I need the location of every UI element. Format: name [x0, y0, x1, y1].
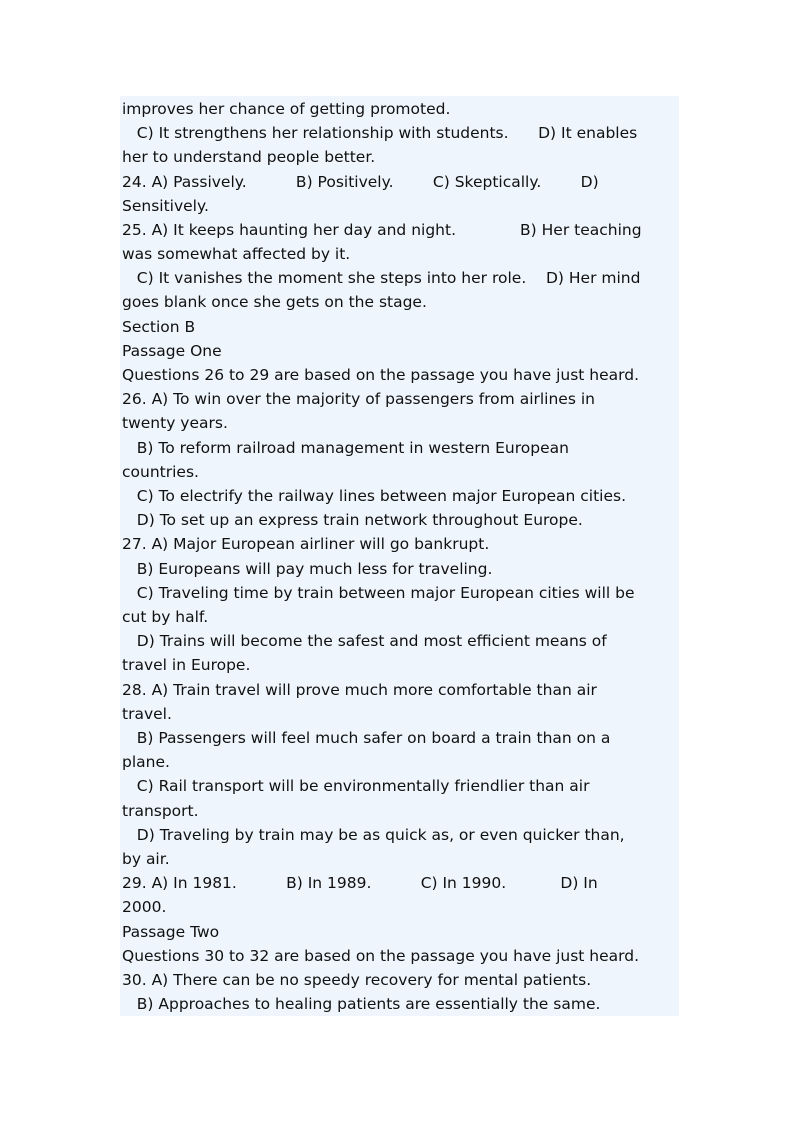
text-line: 24. A) Passively. B) Positively. C) Skeptically. D) — [122, 173, 599, 191]
text-line: transport. — [122, 802, 199, 820]
text-line: 2000. — [122, 898, 167, 916]
text-line: countries. — [122, 463, 199, 481]
text-line: B) Passengers will feel much safer on board a train than on a — [122, 729, 611, 747]
text-line: B) Europeans will pay much less for traveling. — [122, 560, 493, 578]
text-line: C) Traveling time by train between major European cities will be — [122, 584, 635, 602]
text-line: B) To reform railroad management in western European — [122, 439, 569, 457]
text-line: by air. — [122, 850, 170, 868]
text-line: 29. A) In 1981. B) In 1989. C) In 1990. D) In — [122, 874, 598, 892]
text-line: Questions 26 to 29 are based on the passage you have just heard. — [122, 366, 640, 384]
text-line: twenty years. — [122, 414, 228, 432]
text-line: 27. A) Major European airliner will go bankrupt. — [122, 535, 490, 553]
text-line: 28. A) Train travel will prove much more comfortable than air — [122, 681, 597, 699]
text-line: travel. — [122, 705, 172, 723]
text-line: Passage One — [122, 342, 222, 360]
text-line: C) It strengthens her relationship with students. D) It enables — [122, 124, 638, 142]
text-line: was somewhat affected by it. — [122, 245, 351, 263]
text-line: plane. — [122, 753, 170, 771]
text-line: D) Trains will become the safest and most efficient means of — [122, 632, 607, 650]
text-line: D) Traveling by train may be as quick as, or even quicker than, — [122, 826, 625, 844]
text-line: 26. A) To win over the majority of passengers from airlines in — [122, 390, 595, 408]
text-line: B) Approaches to healing patients are essentially the same. — [122, 995, 601, 1013]
text-line: Sensitively. — [122, 197, 209, 215]
text-line: C) Rail transport will be environmentally friendlier than air — [122, 777, 590, 795]
text-line: cut by half. — [122, 608, 209, 626]
text-line: C) To electrify the railway lines between major European cities. — [122, 487, 627, 505]
text-line: goes blank once she gets on the stage. — [122, 293, 427, 311]
text-line: 30. A) There can be no speedy recovery for mental patients. — [122, 971, 592, 989]
text-line: her to understand people better. — [122, 148, 376, 166]
text-line: Questions 30 to 32 are based on the passage you have just heard. — [122, 947, 640, 965]
text-line: travel in Europe. — [122, 656, 251, 674]
text-line: Passage Two — [122, 923, 220, 941]
text-line: 25. A) It keeps haunting her day and night. B) Her teaching — [122, 221, 642, 239]
text-line: D) To set up an express train network throughout Europe. — [122, 511, 583, 529]
text-line: Section B — [122, 318, 196, 336]
text-line: improves her chance of getting promoted. — [122, 100, 451, 118]
text-line: C) It vanishes the moment she steps into her role. D) Her mind — [122, 269, 641, 287]
